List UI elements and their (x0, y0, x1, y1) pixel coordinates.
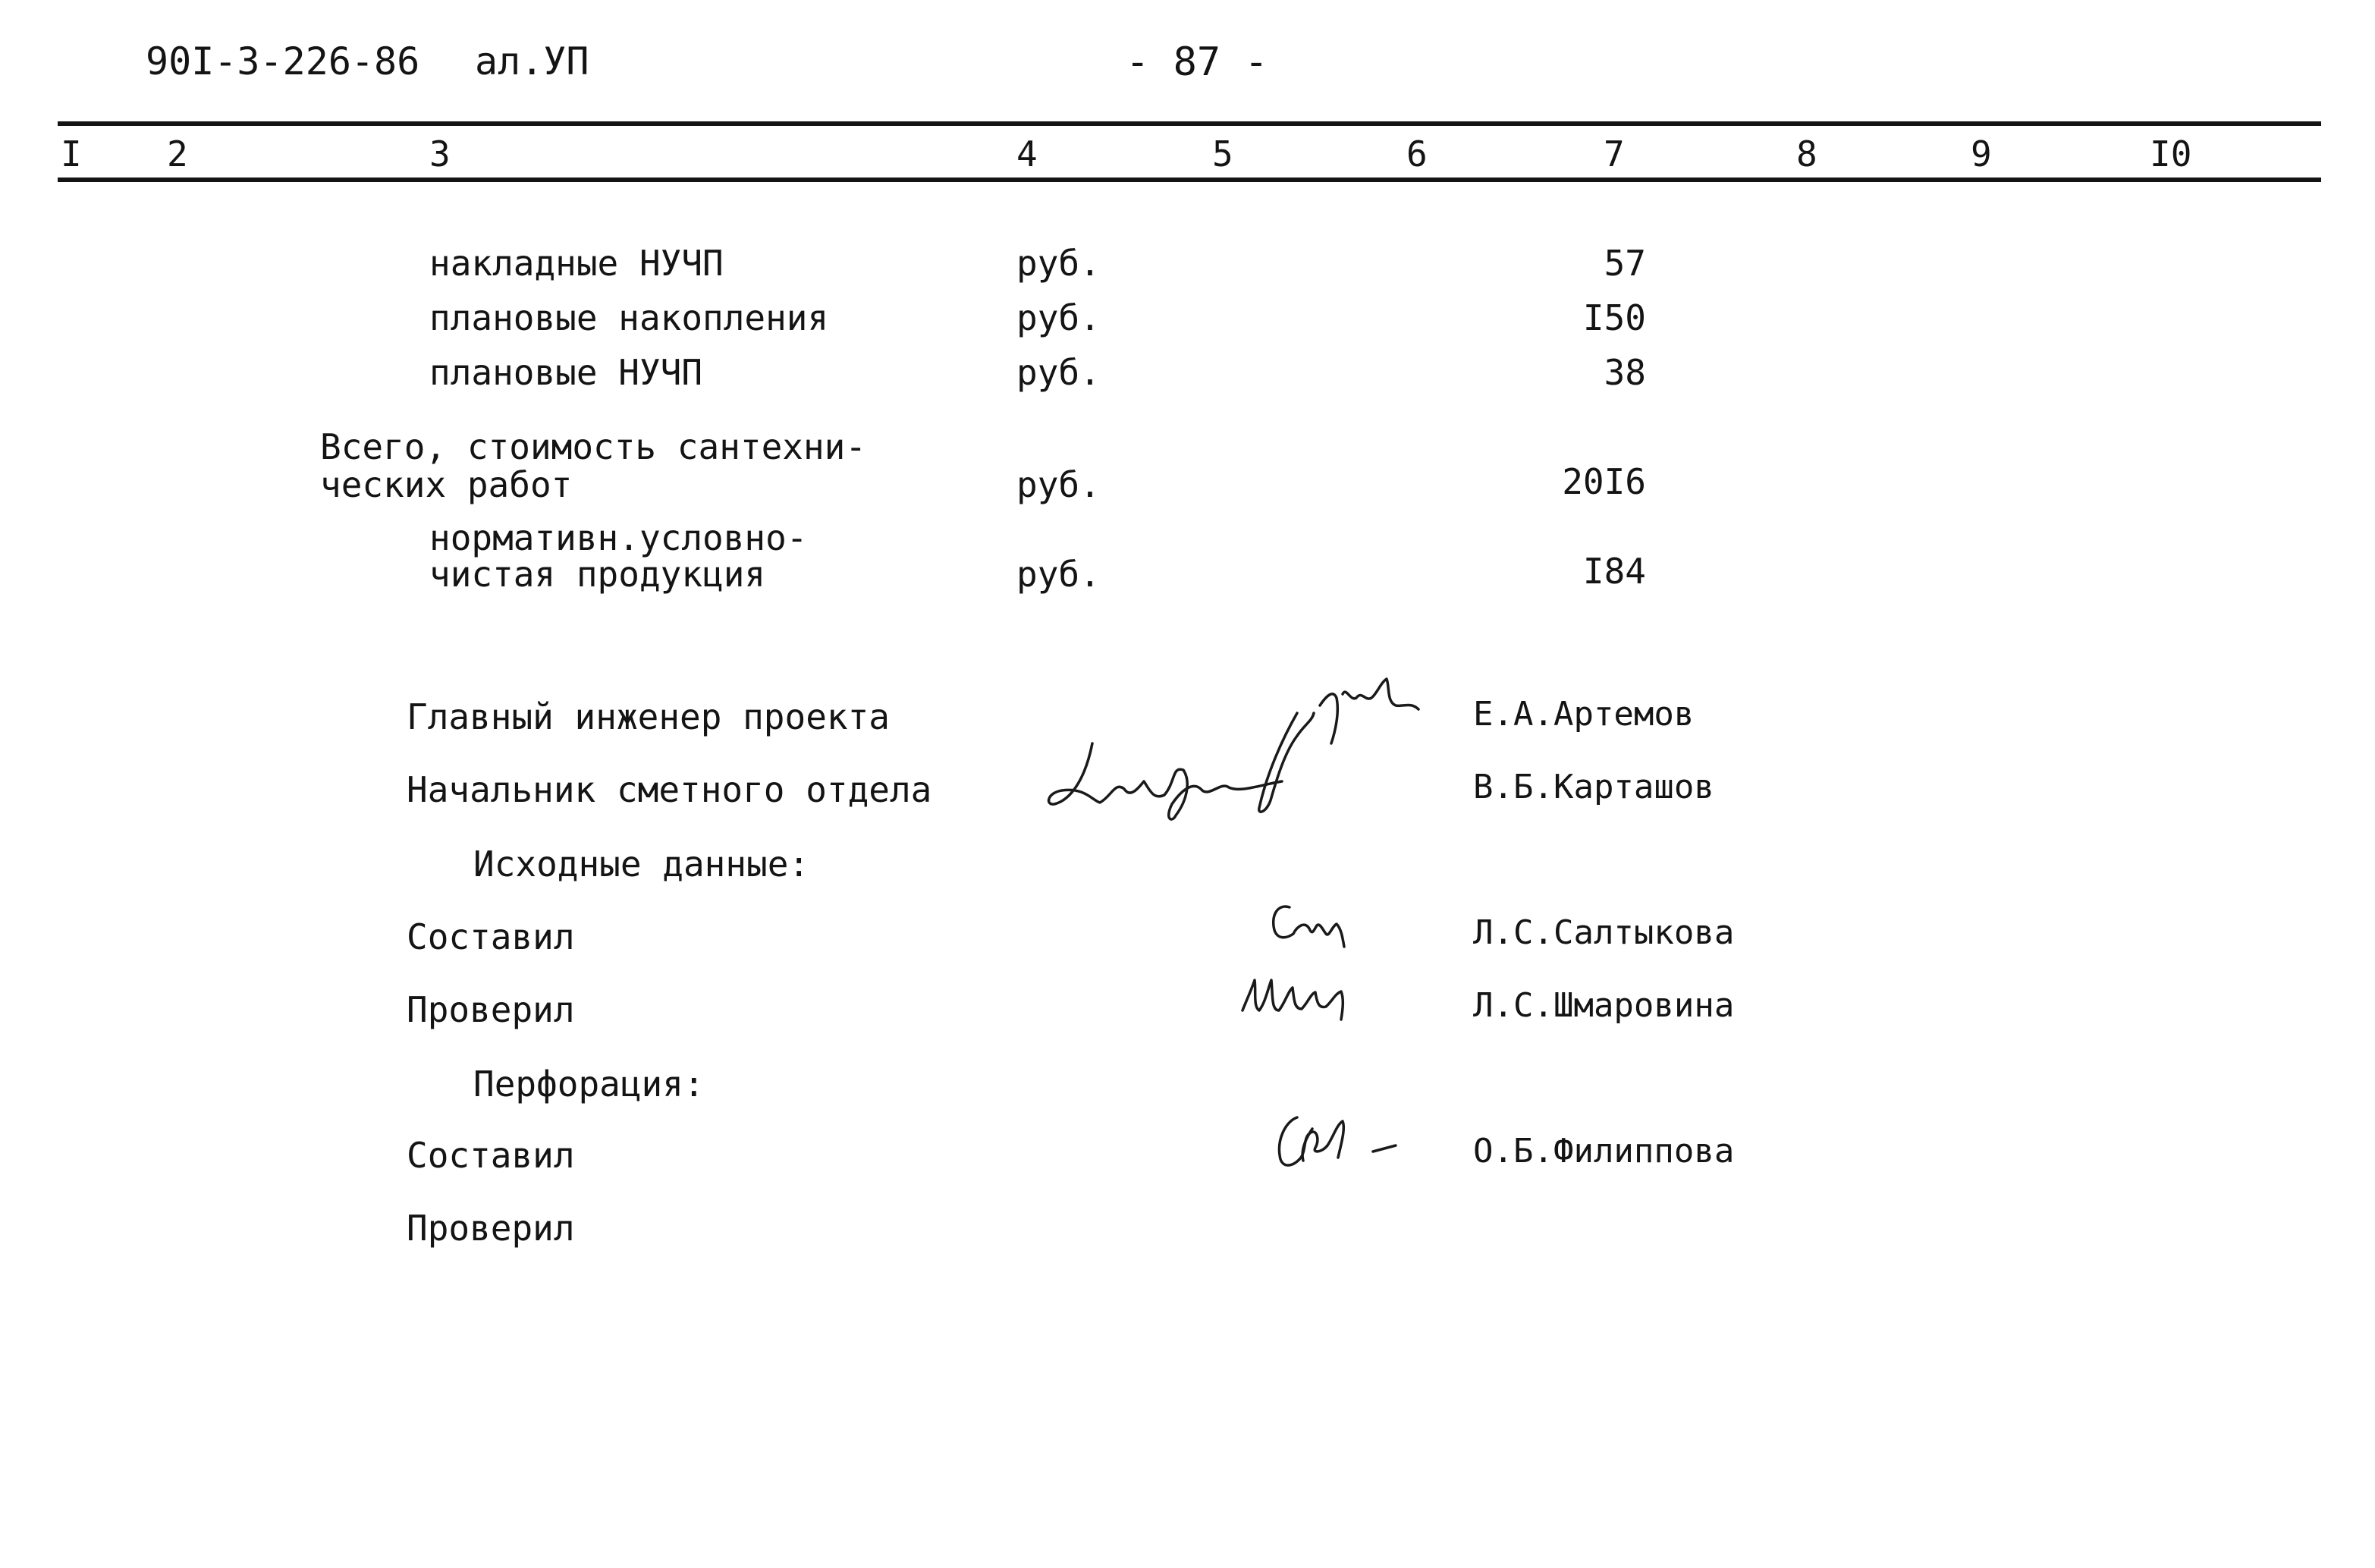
row-name: Всего, стоимость сантехни- (320, 426, 867, 467)
signer-name: Л.С.Салтыкова (1473, 913, 1735, 952)
column-number: I (61, 134, 82, 174)
sheet-label: ал.УП (475, 39, 589, 83)
column-number: 7 (1604, 134, 1625, 174)
column-number: 3 (429, 134, 451, 174)
row-value: I50 (1582, 297, 1646, 338)
document-code: 90I-3-226-86 (146, 39, 420, 83)
column-number: 4 (1016, 134, 1038, 174)
signer-title: Составил (407, 1135, 575, 1176)
row-name: накладные НУЧП (429, 243, 724, 284)
row-name: ческих работ (320, 464, 573, 505)
signer-name: В.Б.Карташов (1473, 768, 1714, 806)
signer-title: Составил (407, 916, 575, 957)
section-heading: Перфорация: (473, 1064, 705, 1105)
column-number: 8 (1796, 134, 1817, 174)
signer-title: Главный инженер проекта (407, 696, 890, 737)
column-number: 9 (1971, 134, 1992, 174)
row-value: 38 (1604, 352, 1646, 393)
page-number: - 87 - (1126, 39, 1268, 85)
row-name: чистая продукция (429, 554, 766, 595)
row-unit: руб. (1016, 464, 1101, 505)
signer-name: Л.С.Шмаровина (1473, 986, 1735, 1025)
row-unit: руб. (1016, 297, 1101, 338)
row-value: 20I6 (1562, 461, 1646, 502)
section-heading: Исходные данные: (473, 844, 810, 885)
column-number: I0 (2150, 134, 2192, 174)
column-number: 2 (167, 134, 188, 174)
row-value: 57 (1604, 243, 1646, 284)
row-unit: руб. (1016, 352, 1101, 393)
signer-name: О.Б.Филиппова (1473, 1132, 1735, 1171)
signer-name: Е.А.Артемов (1473, 695, 1695, 734)
row-unit: руб. (1016, 554, 1101, 595)
row-name: плановые накопления (429, 297, 829, 338)
column-number: 5 (1212, 134, 1233, 174)
signature-shmarovina (1229, 965, 1396, 1033)
row-unit: руб. (1016, 243, 1101, 284)
signer-title: Проверил (407, 1208, 575, 1249)
row-value: I84 (1582, 551, 1646, 592)
row-name: плановые НУЧП (429, 352, 703, 393)
signature-filippova (1259, 1098, 1426, 1182)
signature-saltykova (1259, 892, 1373, 960)
signer-title: Начальник сметного отдела (407, 769, 932, 810)
header-rule-top (58, 121, 2321, 126)
column-number: 6 (1406, 134, 1428, 174)
header-rule-bottom (58, 178, 2321, 182)
row-name: нормативн.условно- (429, 517, 808, 558)
signer-title: Проверил (407, 989, 575, 1030)
signature-artemov-kartashov (1039, 668, 1464, 850)
